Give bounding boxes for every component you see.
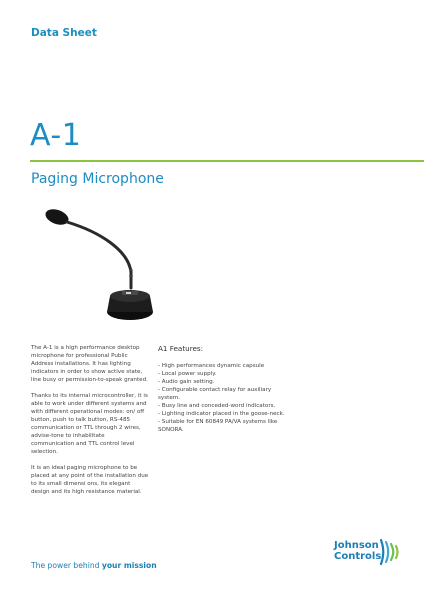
feature-item: - High performances dynamic capsule: [158, 363, 265, 369]
feature-item: - Audio gain setting.: [158, 379, 215, 385]
product-title: A-1: [30, 118, 82, 153]
features-heading: A1 Features:: [158, 344, 204, 353]
feature-item: - Lighting indicator placed in the goose-neck.: [158, 411, 285, 417]
footer-tagline: [31, 561, 157, 570]
features-list: [158, 362, 293, 434]
features-column: [158, 345, 293, 434]
tagline-emphasis: your mission: [101, 561, 157, 570]
logo-wordmark: [334, 540, 382, 562]
johnson-controls-logo: [334, 540, 404, 570]
description-paragraph: Thanks to its internal microcontroller, it is able to work under different systems and with different operational modes: on/ off button, push to talk button, RS-485 communication or TTL through 2 wires, advise-tone to inhabilitate communication and TTL control level selection.: [31, 393, 148, 455]
description-column: [31, 344, 149, 504]
logo-line-1: Johnson: [334, 540, 379, 551]
tagline-prefix: The power behind: [31, 561, 102, 570]
product-subtitle: Paging Microphone: [31, 171, 164, 187]
feature-item: - Suitable for EN 60849 PA/VA systems like SONORA.: [158, 419, 278, 433]
description-paragraph: The A-1 is a high performance desktop microphone for professional Public Address installations. It has lighting indicators in order to show active state, line busy or permission-to-speak granted.: [31, 345, 148, 383]
feature-item: - Configurable contact relay for auxiliary system.: [158, 387, 272, 401]
logo-waves-icon: [378, 538, 404, 566]
title-divider: [30, 160, 424, 162]
logo-line-2: Controls: [334, 551, 382, 562]
description-paragraph: It is an ideal paging microphone to be placed at any point of the installation due to its small dimensi ons, its elegant design and its high resistance material.: [31, 465, 149, 495]
microphone-image: [40, 200, 170, 330]
document-type-label: Data Sheet: [31, 27, 97, 39]
feature-item: - Local power supply.: [158, 371, 217, 377]
feature-item: - Busy line and conceded-word indicators.: [158, 403, 276, 409]
